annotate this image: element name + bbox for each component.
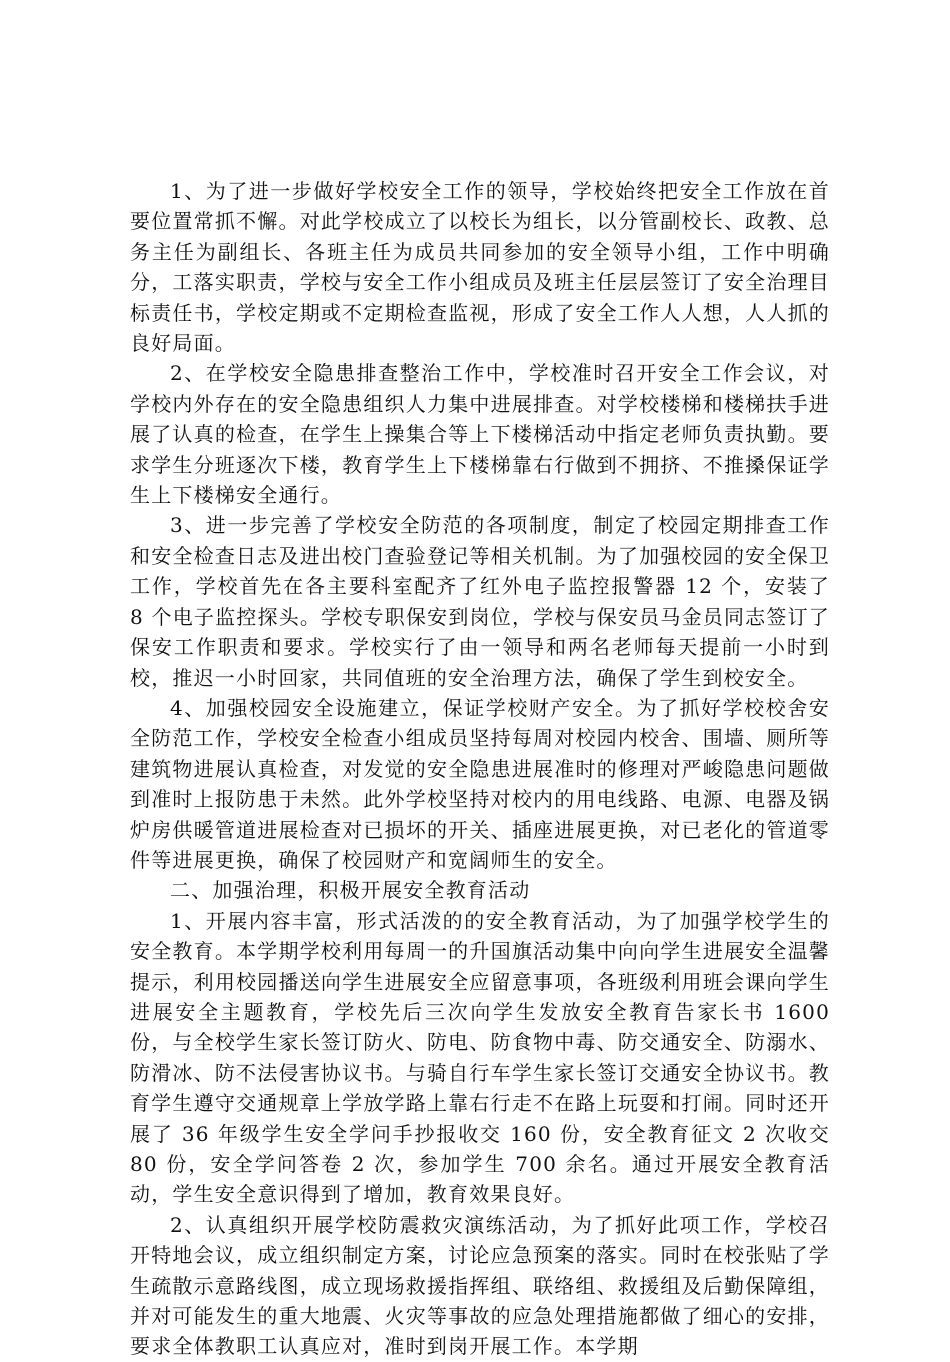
section-heading-education: 二、加强治理，积极开展安全教育活动	[170, 878, 531, 903]
paragraph-leadership: 1、为了进一步做好学校安全工作的领导，学校始终把安全工作放在首要位置常抓不懈。对此学校成立了以校长为组长，以分管副校长、政教、总务主任为副组长、各班主任为成员共同参加的安全领导小组，工作中明确分，工落实职责，学校与安全工作小组成员及班主任层层签订了安全治理目标责任书，学校定期或不定期检查监视，形成了安全工作人人想，人人抓的良好局面。	[130, 179, 830, 356]
document-body	[130, 176, 830, 1362]
paragraph-education-activities: 1、开展内容丰富，形式活泼的的安全教育活动，为了加强学校学生的安全教育。本学期学校利用每周一的升国旗活动集中向向学生进展安全温馨提示，利用校园播送向学生进展安全应留意事项，各班级利用班会课向学生进展安全主题教育，学校先后三次向学生发放安全教育告家长书 1600 份，与全校学生家长签订防火、防电、防食物中毒、防交通安全、防溺水、防滑冰、防不法侵害协议书。与骑自行车学生家长签订交通安全协议书。教育学生遵守交通规章上学放学路上靠右行走不在路上玩耍和打闹。同时还开展了 36 年级学生安全学问手抄报收交 160 份，安全教育征文 2 次收交 80 份，安全学问答卷 2 次，参加学生 700 余名。通过开展安全教育活动，学生安全意识得到了增加，教育效果良好。	[130, 908, 830, 1207]
paragraph-safety-system: 3、进一步完善了学校安全防范的各项制度，制定了校园定期排查工作和安全检查日志及进出校门查验登记等相关机制。为了加强校园的安全保卫工作，学校首先在各主要科室配齐了红外电子监控报警器 12 个，安装了 8 个电子监控探头。学校专职保安到岗位，学校与保安员马金员同志签订了保安工作职责和要求。学校实行了由一领导和两名老师每天提前一小时到校，推迟一小时回家，共同值班的安全治理方法，确保了学生到校安全。	[130, 513, 830, 690]
paragraph-hazard-inspection: 2、在学校安全隐患排查整治工作中，学校准时召开安全工作会议，对学校内外存在的安全隐患组织人力集中进展排查。对学校楼梯和楼梯扶手进展了认真的检查，在学生上操集合等上下楼梯活动中指定老师负责执勤。要求学生分班逐次下楼，教育学生上下楼梯靠右行做到不拥挤、不推搡保证学生上下楼梯安全通行。	[130, 361, 830, 508]
paragraph-facilities: 4、加强校园安全设施建立，保证学校财产安全。为了抓好学校校舍安全防范工作，学校安全检查小组成员坚持每周对校园内校舍、围墙、厕所等建筑物进展认真检查，对发觉的安全隐患进展准时的修理对严峻隐患问题做到准时上报防患于未然。此外学校坚持对校内的用电线路、电源、电器及锅炉房供暖管道进展检查对已损坏的开关、插座进展更换，对已老化的管道零件等进展更换，确保了校园财产和宽阔师生的安全。	[130, 695, 830, 872]
paragraph-drill: 2、认真组织开展学校防震救灾演练活动，为了抓好此项工作，学校召开特地会议，成立组织制定方案，讨论应急预案的落实。同时在校张贴了学生疏散示意路线图，成立现场救援指挥组、联络组、救援组及后勤保障组，并对可能发生的重大地震、火灾等事故的应急处理措施都做了细心的安排，要求全体教职工认真应对，准时到岗开展工作。本学期	[130, 1212, 830, 1359]
